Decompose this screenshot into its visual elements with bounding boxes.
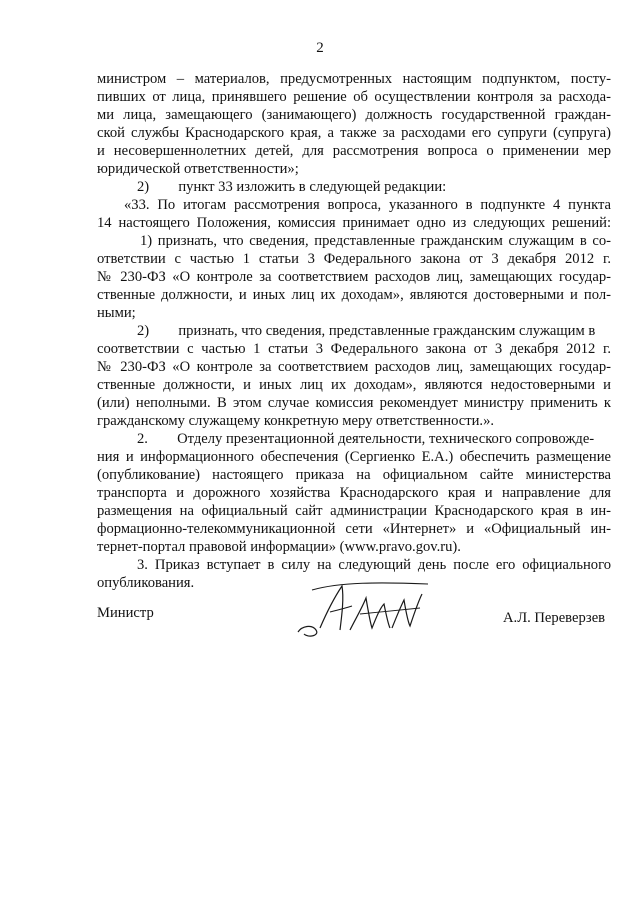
text-line: 3. Приказ вступает в силу на следующий день после его официального <box>137 557 611 573</box>
text-line: № 230-ФЗ «О контроле за соответствием расходов лиц, замещающих государ- <box>97 269 611 285</box>
text-line: соответствии с частью 1 статьи 3 Федерального закона от 3 декабря 2012 г. <box>97 341 611 357</box>
handwritten-signature <box>290 578 440 640</box>
text-line: транспорта и дорожного хозяйства Краснодарского края и направление для <box>97 485 611 501</box>
signer-name: А.Л. Переверзев <box>503 610 606 626</box>
text-line: ными; <box>97 305 136 321</box>
text-line: ственные должности, и иных лиц их доходам», являются недостоверными и <box>97 377 611 393</box>
text-line: ответствии с частью 1 статьи 3 Федерального закона от 3 декабря 2012 г. <box>97 251 611 267</box>
text-line: министром – материалов, предусмотренных настоящим подпунктом, посту- <box>97 71 611 87</box>
text-line: № 230-ФЗ «О контроле за соответствием расходов лиц, замещающих государ- <box>97 359 611 375</box>
text-line: ми лица, замещающего (занимающего) должность государственной граждан- <box>97 107 611 123</box>
text-line: 2) признать, что сведения, представленные гражданским служащим в <box>137 323 596 339</box>
signer-title: Министр <box>97 605 154 621</box>
text-line: ской службы Краснодарского края, а также за расходами его супруги (супруга) <box>97 125 611 141</box>
text-line: формационно-телекоммуникационной сети «Интернет» и «Официальный ин- <box>97 521 611 537</box>
text-line: опубликования. <box>97 575 195 591</box>
text-line: (опубликование) настоящего приказа на официальном сайте министерства <box>97 467 611 483</box>
text-line: 1) признать, что сведения, представленные гражданским служащим в со- <box>140 233 611 249</box>
text-line: «33. По итогам рассмотрения вопроса, указанного в подпункте 4 пункта <box>124 197 611 213</box>
text-line: 2. Отделу презентационной деятельности, технического сопровожде- <box>137 431 595 447</box>
text-line: юридической ответственности»; <box>97 161 299 177</box>
text-line: пивших от лица, принявшего решение об осуществлении контроля за расхода- <box>97 89 611 105</box>
text-line: ния и информационного обеспечения (Сергиенко Е.А.) обеспечить размещение <box>97 449 611 465</box>
text-line: 14 настоящего Положения, комиссия принимает одно из следующих решений: <box>97 215 611 231</box>
text-line: (или) неполными. В этом случае комиссия рекомендует министру применить к <box>97 395 611 411</box>
text-line: и несовершеннолетних детей, для рассмотрения вопроса о применении мер <box>97 143 611 159</box>
text-line: размещения на официальный сайт администрации Краснодарского края в ин- <box>97 503 611 519</box>
text-line: гражданскому служащему конкретную меру ответственности.». <box>97 413 495 429</box>
text-line: тернет-портал правовой информации» (www.pravo.gov.ru). <box>97 539 461 555</box>
text-line: ственные должности, и иных лиц их доходам», являются достоверными и пол- <box>97 287 611 303</box>
text-line: 2) пункт 33 изложить в следующей редакции: <box>137 179 447 195</box>
page-number: 2 <box>316 40 324 56</box>
